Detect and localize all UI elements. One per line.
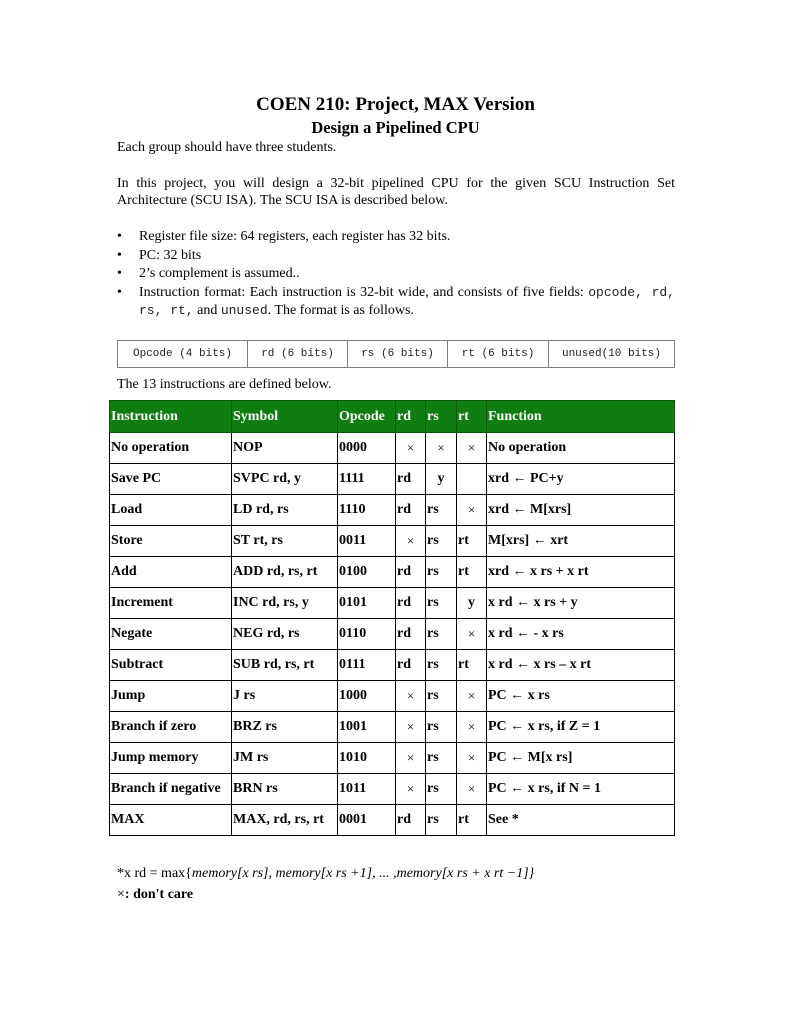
cell-rt: rt	[457, 805, 487, 836]
cell-function: xrd ← M[xrs]	[487, 495, 675, 526]
cell-rd: ×	[396, 712, 426, 743]
max-definition-footnote	[117, 866, 534, 882]
table-row	[110, 650, 675, 681]
cell-rs: rs	[426, 712, 457, 743]
table-row	[110, 588, 675, 619]
cell-rd: ×	[396, 526, 426, 557]
footnote-text: memory	[275, 866, 321, 881]
cell-rd: ×	[396, 433, 426, 464]
cell-rd: rd	[396, 805, 426, 836]
cell-instruction: Add	[110, 557, 232, 588]
cell-opcode: 0100	[338, 557, 396, 588]
cell-rd: rd	[396, 588, 426, 619]
cell-rs: rs	[426, 588, 457, 619]
cell-rs: rs	[426, 650, 457, 681]
list-item: • PC: 32 bits	[117, 247, 675, 266]
cell-instruction: No operation	[110, 433, 232, 464]
cell-function: M[xrs] ← xrt	[487, 526, 675, 557]
cell-symbol: LD rd, rs	[232, 495, 338, 526]
cell-opcode: 0111	[338, 650, 396, 681]
cell-rt: y	[457, 588, 487, 619]
format-and: and	[193, 303, 221, 318]
cell-rt: ×	[457, 495, 487, 526]
cell-rs: rs	[426, 681, 457, 712]
format-field: Opcode (4 bits)	[118, 341, 248, 368]
cell-rt: ×	[457, 619, 487, 650]
cell-rt: rt	[457, 526, 487, 557]
header-function: Function	[487, 401, 675, 433]
header-rt: rt	[457, 401, 487, 433]
footnote-text: [x rs],	[237, 866, 276, 881]
cell-rs: rs	[426, 495, 457, 526]
cell-instruction: Branch if negative	[110, 774, 232, 805]
page-subtitle: Design a Pipelined CPU	[311, 118, 480, 137]
cell-symbol: BRN rs	[232, 774, 338, 805]
cell-instruction: Jump	[110, 681, 232, 712]
cell-opcode: 0101	[338, 588, 396, 619]
cell-instruction: Increment	[110, 588, 232, 619]
format-text: Instruction format: Each instruction is 32-bit wide, and consists of five fields:	[139, 284, 589, 300]
cell-symbol: NOP	[232, 433, 338, 464]
footnote-text: [x rs + x rt −1]}	[441, 866, 535, 881]
project-description: In this project, you will design a 32-bit pipelined CPU for the given SCU Instruction Set Architecture (SCU ISA). The SCU ISA is described below.	[117, 176, 675, 208]
cell-rs: rs	[426, 774, 457, 805]
group-note: Each group should have three students.	[117, 140, 337, 155]
cell-opcode: 0110	[338, 619, 396, 650]
isa-spec-list	[117, 228, 675, 321]
cell-instruction: Branch if zero	[110, 712, 232, 743]
cell-opcode: 1110	[338, 495, 396, 526]
cell-instruction: Subtract	[110, 650, 232, 681]
cell-function: x rd ← x rs – x rt	[487, 650, 675, 681]
cell-rs: rs	[426, 805, 457, 836]
cell-symbol: ADD rd, rs, rt	[232, 557, 338, 588]
cell-rs: ×	[426, 433, 457, 464]
cell-function: No operation	[487, 433, 675, 464]
cell-rt: ×	[457, 743, 487, 774]
cell-rd: rd	[396, 495, 426, 526]
cell-rd: rd	[396, 619, 426, 650]
instruction-table-body	[110, 433, 675, 836]
cell-rt: ×	[457, 774, 487, 805]
cell-opcode: 0011	[338, 526, 396, 557]
table-row	[110, 464, 675, 495]
cell-symbol: SVPC rd, y	[232, 464, 338, 495]
cell-rs: rs	[426, 619, 457, 650]
cell-function: x rd ← - x rs	[487, 619, 675, 650]
table-row	[110, 681, 675, 712]
format-field: rs (6 bits)	[348, 341, 448, 368]
cell-rt: rt	[457, 650, 487, 681]
cell-instruction: Store	[110, 526, 232, 557]
cell-instruction: Jump memory	[110, 743, 232, 774]
cell-symbol: BRZ rs	[232, 712, 338, 743]
format-field: rd (6 bits)	[248, 341, 348, 368]
list-item: • Register file size: 64 registers, each register has 32 bits.	[117, 228, 675, 247]
cell-rt: rt	[457, 557, 487, 588]
cell-rs: rs	[426, 743, 457, 774]
table-row	[110, 712, 675, 743]
cell-function: xrd ← PC+y	[487, 464, 675, 495]
cell-function: PC ← x rs, if Z = 1	[487, 712, 675, 743]
header-rs: rs	[426, 401, 457, 433]
footnote-text: : don't care	[124, 887, 194, 902]
list-item	[117, 284, 675, 321]
cell-rs: y	[426, 464, 457, 495]
format-field: rt (6 bits)	[448, 341, 549, 368]
dont-care-footnote	[117, 887, 193, 903]
cell-function: xrd ← x rs + x rt	[487, 557, 675, 588]
cell-rt: ×	[457, 681, 487, 712]
header-opcode: Opcode	[338, 401, 396, 433]
footnote-text: memory	[396, 866, 442, 881]
cell-rs: rs	[426, 557, 457, 588]
cell-symbol: SUB rd, rs, rt	[232, 650, 338, 681]
page-title: COEN 210: Project, MAX Version	[256, 94, 535, 115]
instruction-table	[109, 400, 675, 836]
cell-rd: ×	[396, 681, 426, 712]
cell-rd: ×	[396, 743, 426, 774]
cell-opcode: 1001	[338, 712, 396, 743]
header-rd: rd	[396, 401, 426, 433]
format-fields: opcode, rd, rs, rt,	[139, 284, 675, 318]
footnote-text: [x rs +1], ... ,	[320, 866, 397, 881]
format-unused: unused	[220, 303, 268, 318]
cell-rd: rd	[396, 650, 426, 681]
footnote-text: memory	[191, 866, 237, 881]
cell-opcode: 1010	[338, 743, 396, 774]
cell-opcode: 0001	[338, 805, 396, 836]
dont-care-symbol: ×	[117, 887, 125, 902]
table-row	[110, 433, 675, 464]
cell-rs: rs	[426, 526, 457, 557]
cell-rd: rd	[396, 557, 426, 588]
cell-function: x rd ← x rs + y	[487, 588, 675, 619]
cell-instruction: Load	[110, 495, 232, 526]
cell-opcode: 1011	[338, 774, 396, 805]
table-row	[110, 619, 675, 650]
cell-symbol: JM rs	[232, 743, 338, 774]
cell-rd: ×	[396, 774, 426, 805]
cell-rt: ×	[457, 433, 487, 464]
cell-function: PC ← x rs	[487, 681, 675, 712]
table-row	[110, 805, 675, 836]
cell-instruction: Save PC	[110, 464, 232, 495]
cell-opcode: 1111	[338, 464, 396, 495]
cell-function: PC ← x rs, if N = 1	[487, 774, 675, 805]
cell-function: PC ← M[x rs]	[487, 743, 675, 774]
cell-rt	[457, 464, 487, 495]
footnote-text: *x rd = max{	[117, 866, 192, 881]
instruction-format-table	[117, 340, 675, 368]
cell-instruction: Negate	[110, 619, 232, 650]
table-row	[110, 743, 675, 774]
table-header-row	[110, 401, 675, 433]
cell-rt: ×	[457, 712, 487, 743]
table-row	[110, 526, 675, 557]
cell-symbol: MAX, rd, rs, rt	[232, 805, 338, 836]
table-row	[110, 557, 675, 588]
header-instruction: Instruction	[110, 401, 232, 433]
header-symbol: Symbol	[232, 401, 338, 433]
instructions-intro: The 13 instructions are defined below.	[117, 377, 332, 392]
format-suffix: . The format is as follows.	[267, 303, 414, 318]
cell-opcode: 0000	[338, 433, 396, 464]
cell-opcode: 1000	[338, 681, 396, 712]
cell-symbol: ST rt, rs	[232, 526, 338, 557]
table-row	[110, 774, 675, 805]
cell-rd: rd	[396, 464, 426, 495]
cell-instruction: MAX	[110, 805, 232, 836]
cell-function: See *	[487, 805, 675, 836]
table-row	[110, 495, 675, 526]
cell-symbol: INC rd, rs, y	[232, 588, 338, 619]
list-item: • 2’s complement is assumed..	[117, 265, 675, 284]
cell-symbol: J rs	[232, 681, 338, 712]
format-field: unused(10 bits)	[549, 341, 675, 368]
cell-symbol: NEG rd, rs	[232, 619, 338, 650]
